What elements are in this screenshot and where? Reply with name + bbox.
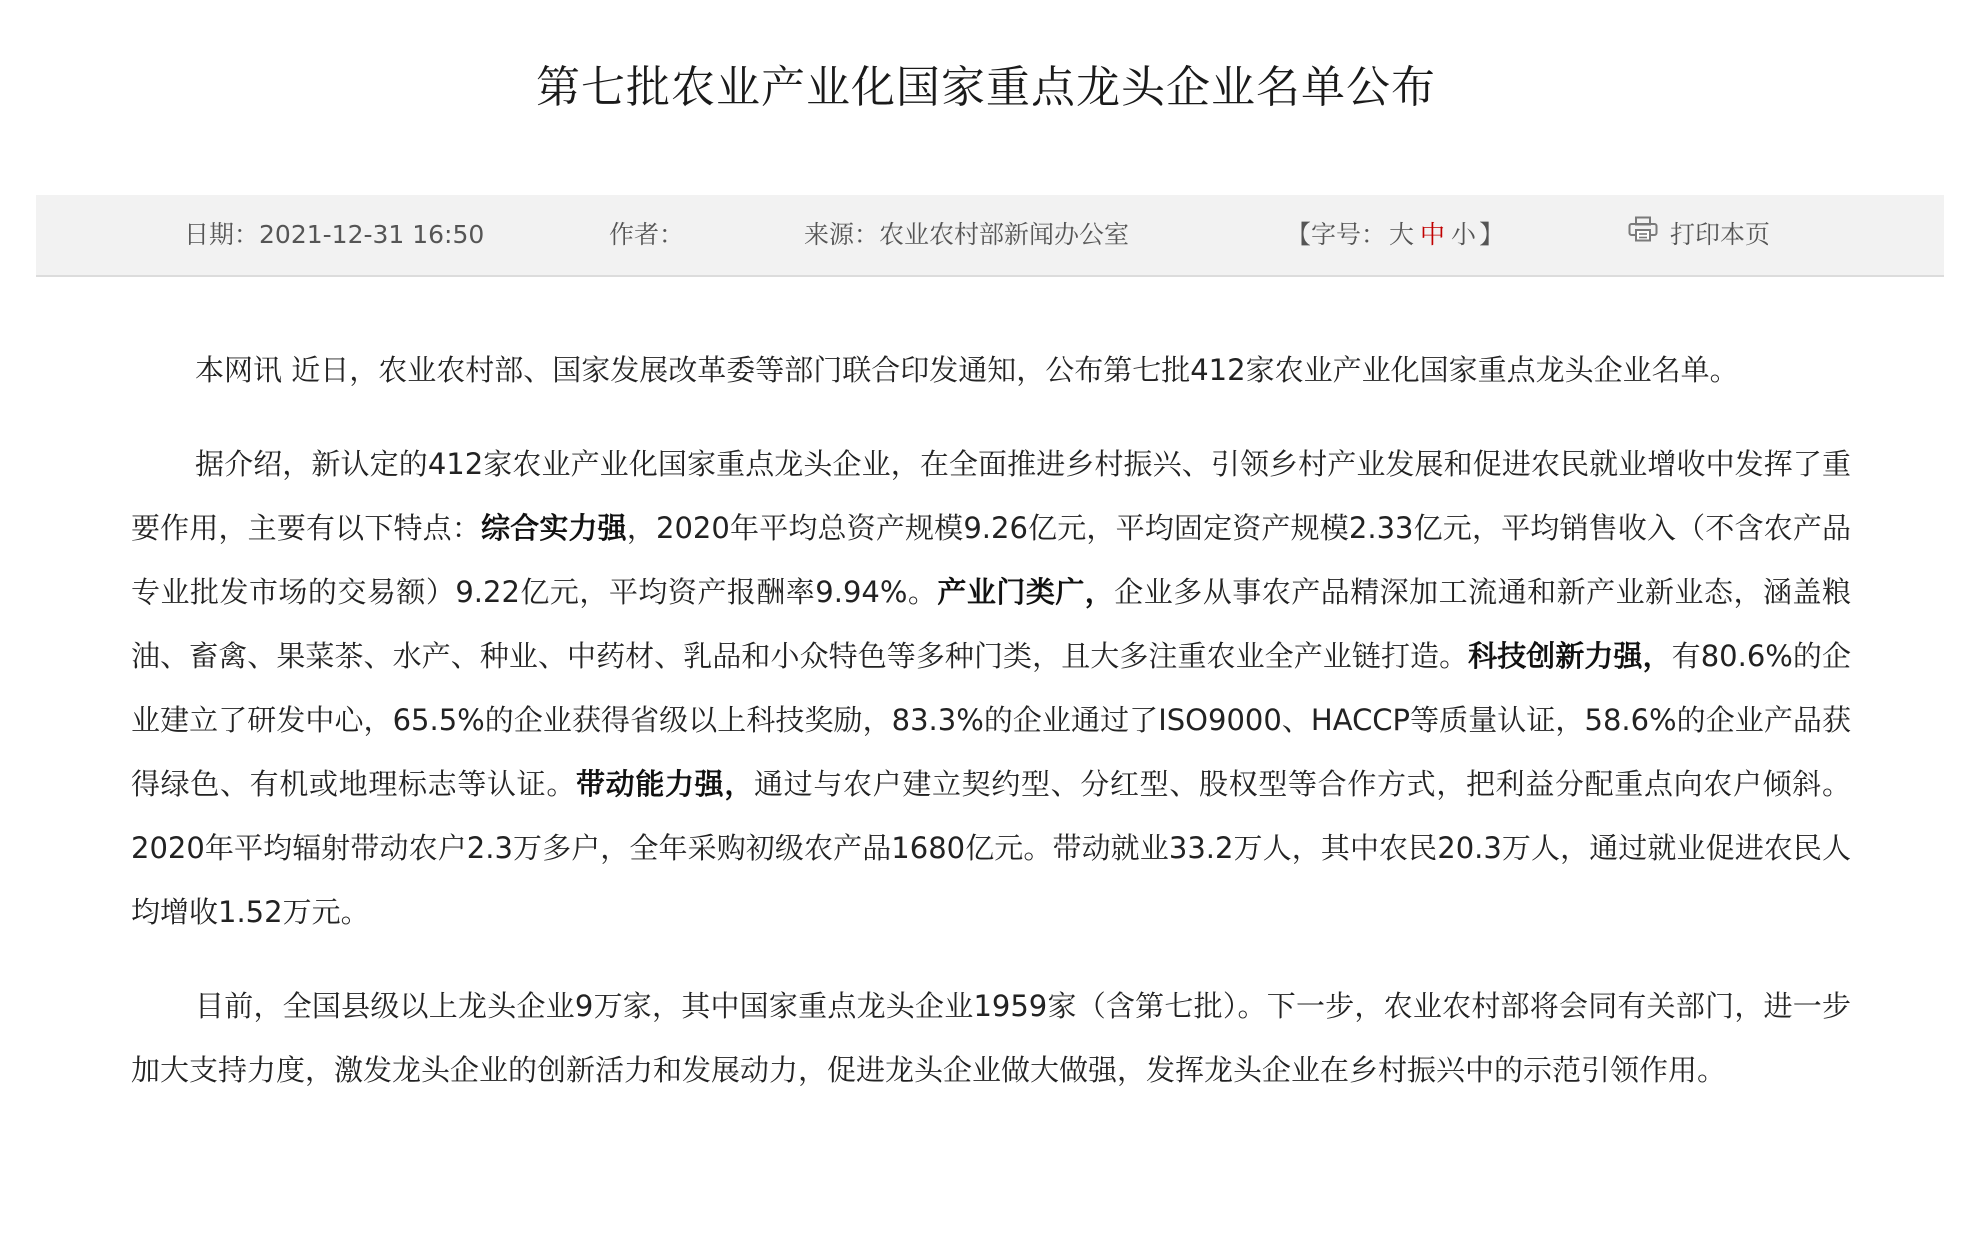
author-label: 作者： [609,220,685,249]
date-value: 2021-12-31 16:50 [259,220,485,249]
paragraph-2-intro: 据介绍，新认定的412家农业产业化国家重点龙头企业，在全面推进乡村振兴、引领乡村产业发展和促进农民就业增收中发挥了重要作用，主要有以下特点： [131,447,1851,545]
printer-icon [1628,194,1658,274]
highlight-driving-capacity: 带动能力强， [576,767,754,801]
font-size-medium-button[interactable]: 中 [1420,220,1446,249]
font-size-switcher [1286,195,1504,275]
highlight-tech-innovation: 科技创新力强， [1468,639,1672,673]
author [609,195,684,275]
source-label: 来源： [804,220,880,249]
article-body [131,338,1851,1132]
font-size-small-button[interactable]: 小 [1451,220,1477,249]
date-label: 日期： [184,220,260,249]
highlight-overall-strength: 综合实力强 [481,511,627,545]
article-meta-bar [36,195,1944,277]
source [804,195,1129,275]
paragraph-2-text-1: ，2020年平均总资产规模9.26亿元，平均固定资产规模2.33亿元，平均销售收入（不含农产品专业批发市场的交易额）9.22亿元，平均资产报酬率9.94%。 [131,511,1851,609]
publish-date [184,195,484,275]
paragraph-2 [131,432,1851,944]
font-size-large-button[interactable]: 大 [1389,220,1415,249]
paragraph-2-text-3: 有80.6%的企业建立了研发中心，65.5%的企业获得省级以上科技奖励，83.3%的企业通过了ISO9000、HACCP等质量认证，58.6%的企业产品获得绿色、有机或地理标志等认证。 [131,639,1851,801]
print-page-button[interactable] [1628,195,1770,275]
print-label: 打印本页 [1670,220,1771,249]
source-value: 农业农村部新闻办公室 [879,220,1130,249]
font-size-label: 【字号： [1286,220,1387,249]
paragraph-3: 目前，全国县级以上龙头企业9万家，其中国家重点龙头企业1959家（含第七批）。下一步，农业农村部将会同有关部门，进一步加大支持力度，激发龙头企业的创新活力和发展动力，促进龙头企业做大做强，发挥龙头企业在乡村振兴中的示范引领作用。 [131,989,1851,1087]
paragraph-1: 本网讯 近日，农业农村部、国家发展改革委等部门联合印发通知，公布第七批412家农业产业化国家重点龙头企业名单。 [195,353,1739,387]
font-size-close-bracket: 】 [1479,220,1505,249]
paragraph-2-text-4: 通过与农户建立契约型、分红型、股权型等合作方式，把利益分配重点向农户倾斜。2020年平均辐射带动农户2.3万多户，全年采购初级农产品1680亿元。带动就业33.2万人，其中农民20.3万人，通过就业促进农民人均增收1.52万元。 [131,767,1851,929]
paragraph-2-text-2: 企业多从事农产品精深加工流通和新产业新业态，涵盖粮油、畜禽、果菜茶、水产、种业、中药材、乳品和小众特色等多种门类，且大多注重农业全产业链打造。 [131,575,1851,673]
highlight-industry-range: 产业门类广， [937,575,1115,609]
article-title: 第七批农业产业化国家重点龙头企业名单公布 [536,62,1436,113]
